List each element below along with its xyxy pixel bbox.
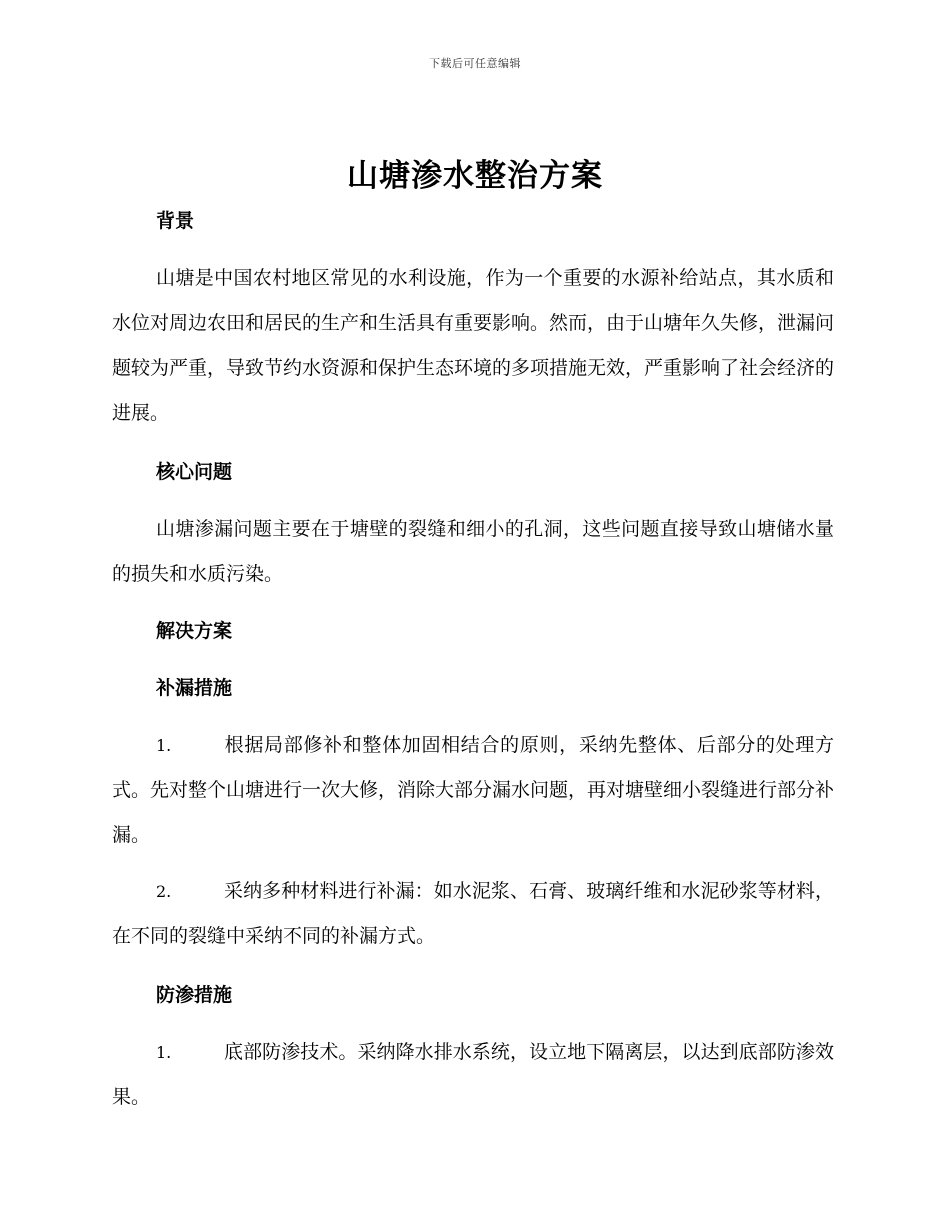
document-title: 山塘渗水整治方案	[347, 158, 603, 194]
list-item	[112, 869, 834, 959]
list-item	[112, 1030, 834, 1120]
heading-seepage-measures: 防渗措施	[156, 984, 233, 1006]
header-note: 下载后可任意编辑	[429, 57, 521, 70]
heading-repair-measures: 补漏措施	[156, 677, 233, 699]
heading-background: 背景	[156, 210, 195, 232]
list-item-number: 2.	[156, 882, 172, 901]
list-item-text: 根据局部修补和整体加固相结合的原则，采纳先整体、后部分的处理方式。先对整个山塘进行一次大修，消除大部分漏水问题，再对塘壁细小裂缝进行部分补漏。	[112, 734, 835, 846]
list-item	[112, 723, 834, 858]
heading-solution: 解决方案	[156, 620, 233, 642]
list-item-number: 1.	[156, 736, 172, 755]
list-item-text: 底部防渗技术。采纳降水排水系统，设立地下隔离层，以达到底部防渗效果。	[112, 1041, 834, 1108]
paragraph-core-issue: 山塘渗漏问题主要在于塘壁的裂缝和细小的孔洞，这些问题直接导致山塘储水量的损失和水质污染。	[112, 518, 834, 585]
list-item-text: 采纳多种材料进行补漏：如水泥浆、石膏、玻璃纤维和水泥砂浆等材料，在不同的裂缝中采纳不同的补漏方式。	[112, 880, 834, 947]
heading-core-issue: 核心问题	[156, 461, 233, 483]
list-item-number: 1.	[156, 1043, 172, 1062]
paragraph-background: 山塘是中国农村地区常见的水利设施，作为一个重要的水源补给站点，其水质和水位对周边农田和居民的生产和生活具有重要影响。然而，由于山塘年久失修，泄漏问题较为严重，导致节约水资源和保护生态环境的多项措施无效，严重影响了社会经济的进展。	[112, 267, 835, 424]
